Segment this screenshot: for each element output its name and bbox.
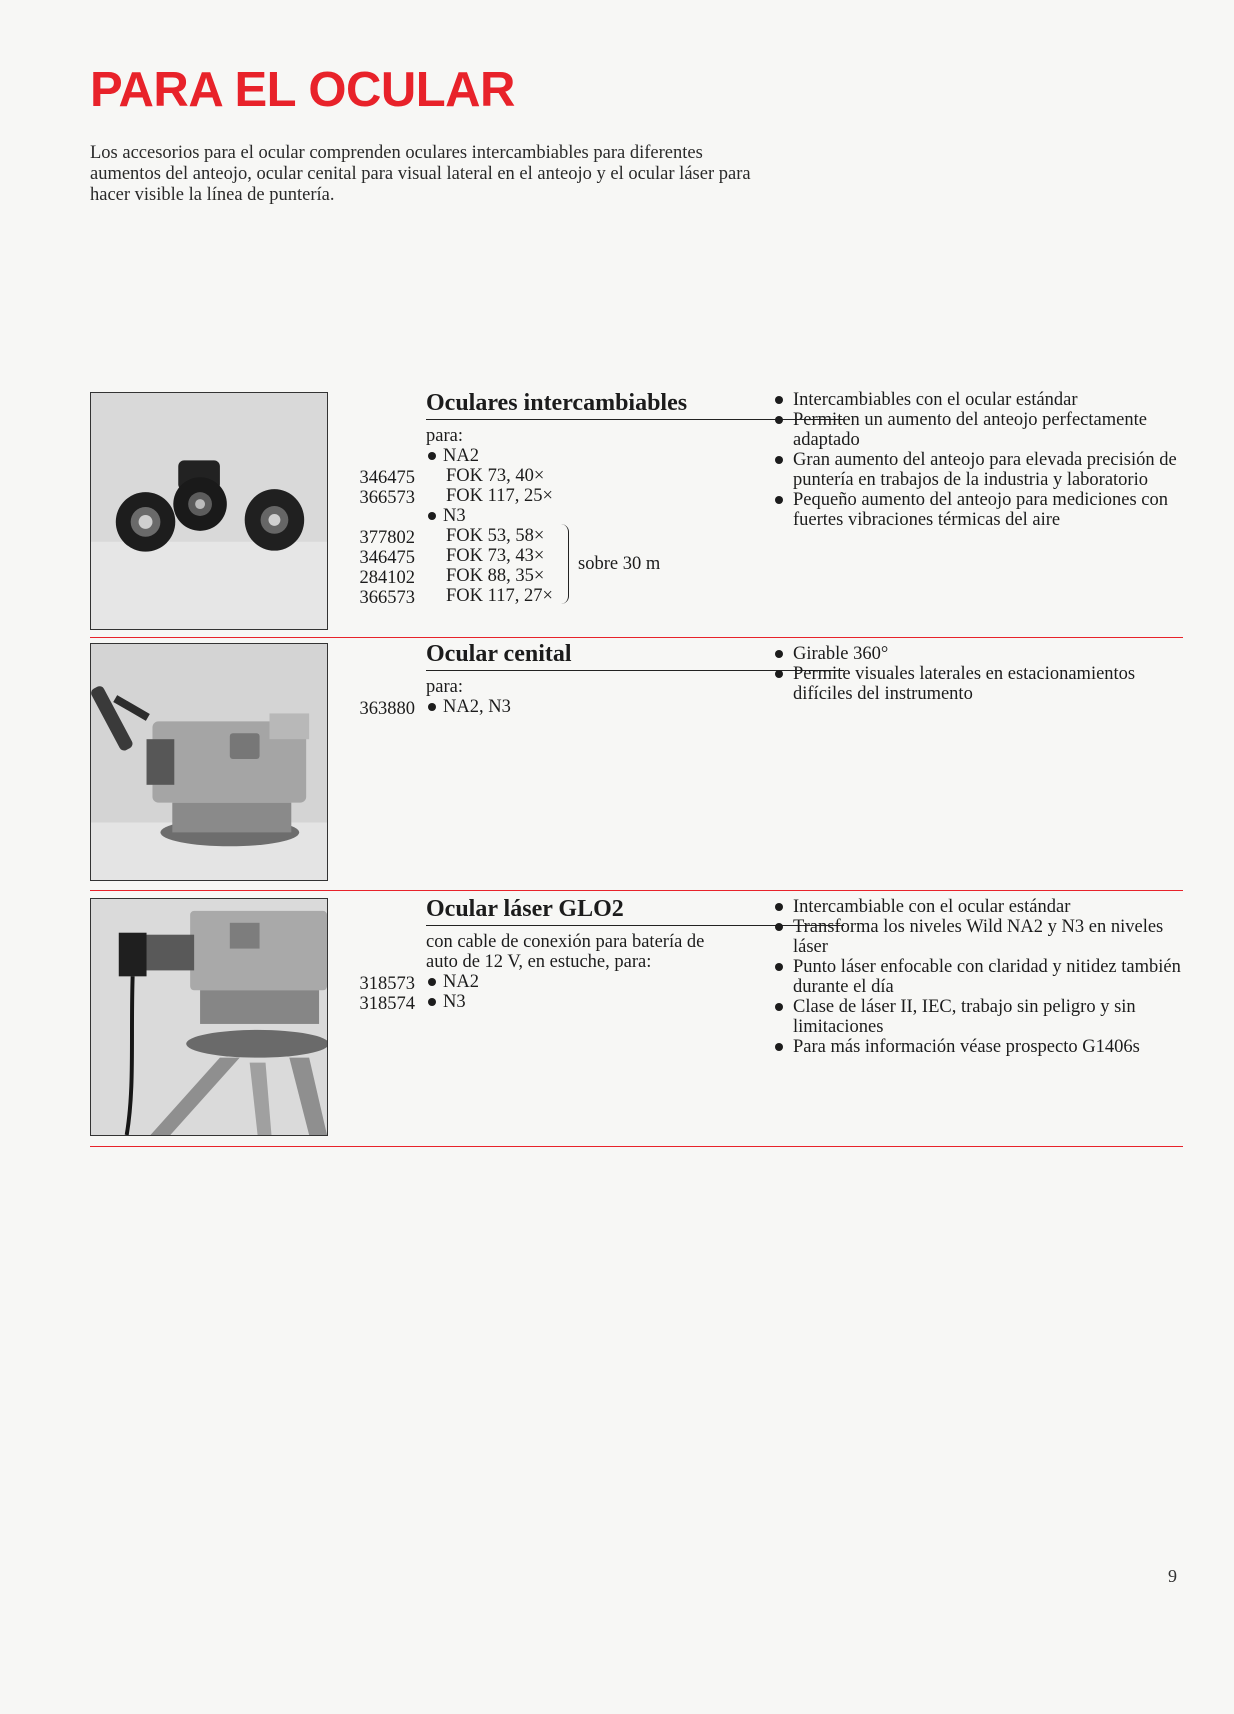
item-fok-117-25: FOK 117, 25× — [446, 486, 553, 506]
eyepiece-icon-middle — [173, 460, 227, 530]
zenith-eyepiece-photo — [90, 643, 328, 881]
section-zenith-eyepiece — [90, 643, 1183, 881]
item-fok-117-27: FOK 117, 27× — [446, 586, 553, 606]
model-n3: N3 — [426, 506, 844, 526]
para-label: para: — [426, 677, 463, 697]
eyepiece-icon-right — [245, 489, 304, 550]
article-code: 377802 — [359, 528, 415, 548]
brace — [560, 524, 569, 604]
bullet-dot-icon — [428, 512, 436, 520]
bullet-dot-icon — [428, 703, 436, 711]
section-2-features — [773, 644, 1183, 704]
para-label: para: — [426, 426, 463, 446]
section-interchangeable-eyepieces — [90, 392, 1183, 630]
section-2-heading: Ocular cenital — [426, 639, 844, 671]
bullet-dot-icon — [428, 998, 436, 1006]
feature-item: Para más información véase prospecto G1406s — [773, 1037, 1183, 1057]
eyepieces-photo — [90, 392, 328, 630]
section-divider — [90, 890, 1183, 891]
model-na2: NA2 — [426, 972, 844, 992]
article-code: 318574 — [359, 994, 415, 1014]
feature-item: Punto láser enfocable con claridad y nitidez también durante el día — [773, 957, 1183, 997]
article-code: 366573 — [359, 588, 415, 608]
article-code: 318573 — [359, 974, 415, 994]
section-laser-eyepiece — [90, 898, 1183, 1136]
article-code: 346475 — [359, 548, 415, 568]
article-code: 346475 — [359, 468, 415, 488]
section-1-heading: Oculares intercambiables — [426, 388, 844, 420]
section-divider — [90, 1146, 1183, 1147]
intro-paragraph: Los accesorios para el ocular comprenden oculares intercambiables para diferentes aumentos del anteojo, ocular cenital para visual lateral en el anteojo y el ocular láser para hacer visible la línea de puntería. — [90, 143, 751, 205]
model-n3: N3 — [426, 992, 844, 1012]
section-3-features — [773, 897, 1183, 1057]
feature-item: Intercambiables con el ocular estándar — [773, 390, 1183, 410]
eyepiece-icon-left — [116, 492, 175, 551]
article-code: 284102 — [359, 568, 415, 588]
item-fok-73-40: FOK 73, 40× — [446, 466, 545, 486]
models-na2-n3: NA2, N3 — [426, 697, 844, 717]
section-2-codes — [328, 699, 415, 719]
feature-item: Permite visuales laterales en estacionamientos difíciles del instrumento — [773, 664, 1183, 704]
laser-eyepiece-photo — [90, 898, 328, 1136]
feature-item: Permiten un aumento del anteojo perfectamente adaptado — [773, 410, 1183, 450]
model-na2: NA2 — [426, 446, 844, 466]
article-code: 366573 — [359, 488, 415, 508]
bullet-dot-icon — [428, 452, 436, 460]
article-code: 363880 — [359, 699, 415, 719]
description-line: auto de 12 V, en estuche, para: — [426, 952, 652, 972]
feature-item: Clase de láser II, IEC, trabajo sin peligro y sin limitaciones — [773, 997, 1183, 1037]
item-fok-53-58: FOK 53, 58× — [446, 526, 545, 546]
bullet-dot-icon — [428, 978, 436, 986]
section-3-codes — [328, 974, 415, 1014]
section-1-codes — [328, 468, 415, 608]
feature-item: Transforma los niveles Wild NA2 y N3 en niveles láser — [773, 917, 1183, 957]
page-title: PARA EL OCULAR — [90, 63, 515, 117]
feature-item: Girable 360° — [773, 644, 1183, 664]
section-1-features — [773, 390, 1183, 530]
feature-item: Intercambiable con el ocular estándar — [773, 897, 1183, 917]
page-number: 9 — [1168, 1566, 1177, 1586]
section-3-heading: Ocular láser GLO2 — [426, 894, 844, 926]
feature-item: Gran aumento del anteojo para elevada precisión de puntería en trabajos de la industria y laboratorio — [773, 450, 1183, 490]
item-fok-88-35: FOK 88, 35× — [446, 566, 545, 586]
description-line: con cable de conexión para batería de — [426, 932, 705, 952]
section-divider — [90, 637, 1183, 638]
feature-item: Pequeño aumento del anteojo para mediciones con fuertes vibraciones térmicas del aire — [773, 490, 1183, 530]
item-fok-73-43: FOK 73, 43× — [446, 546, 545, 566]
brace-note: sobre 30 m — [578, 554, 661, 574]
